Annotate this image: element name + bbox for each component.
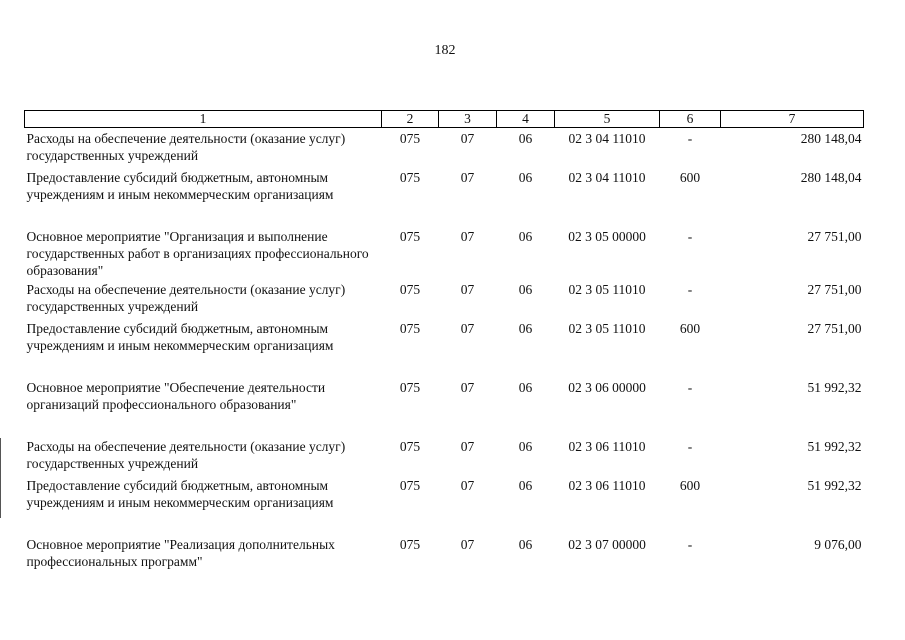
header-col-expense-type: 6 <box>660 111 721 128</box>
cell-description: Основное мероприятие "Обеспечение деятельности организаций профессионального образования" <box>26 380 326 412</box>
cell-ministry: 075 <box>399 170 421 185</box>
cell-section: 07 <box>460 380 475 395</box>
cell-section: 07 <box>460 537 475 552</box>
header-col-amount: 7 <box>721 111 864 128</box>
cell-expense-type: - <box>687 439 693 454</box>
cell-section: 07 <box>460 478 475 493</box>
cell-subsection: 06 <box>518 282 533 297</box>
scan-edge-mark <box>0 438 1 518</box>
table-body <box>25 128 864 577</box>
table-row <box>25 128 864 168</box>
cell-amount: 280 148,04 <box>800 131 862 146</box>
cell-expense-type: - <box>687 282 693 297</box>
cell-description: Расходы на обеспечение деятельности (оказание услуг) государственных учреждений <box>26 131 346 163</box>
header-col-subsection: 4 <box>497 111 555 128</box>
cell-amount: 27 751,00 <box>807 321 862 336</box>
cell-target-article: 02 3 05 00000 <box>568 229 646 244</box>
cell-expense-type: - <box>687 229 693 244</box>
cell-subsection: 06 <box>518 478 533 493</box>
table-row <box>25 279 864 318</box>
cell-amount: 280 148,04 <box>800 170 862 185</box>
table-row <box>25 475 864 534</box>
header-col-ministry: 2 <box>382 111 439 128</box>
table-row <box>25 318 864 377</box>
table-row <box>25 167 864 226</box>
cell-subsection: 06 <box>518 439 533 454</box>
page-number: 182 <box>434 43 456 58</box>
cell-section: 07 <box>460 282 475 297</box>
cell-expense-type: - <box>687 537 693 552</box>
cell-target-article: 02 3 06 11010 <box>568 478 646 493</box>
cell-subsection: 06 <box>518 537 533 552</box>
cell-subsection: 06 <box>518 131 533 146</box>
cell-amount: 27 751,00 <box>807 229 862 244</box>
cell-ministry: 075 <box>399 439 421 454</box>
cell-target-article: 02 3 04 11010 <box>568 131 646 146</box>
cell-description: Предоставление субсидий бюджетным, автономным учреждениям и иным некоммерческим организациям <box>26 478 334 510</box>
cell-target-article: 02 3 06 11010 <box>568 439 646 454</box>
header-col-target-article: 5 <box>555 111 660 128</box>
cell-section: 07 <box>460 131 475 146</box>
cell-amount: 9 076,00 <box>814 537 862 552</box>
cell-ministry: 075 <box>399 537 421 552</box>
table-row <box>25 226 864 279</box>
cell-section: 07 <box>460 439 475 454</box>
cell-ministry: 075 <box>399 282 421 297</box>
cell-amount: 27 751,00 <box>807 282 862 297</box>
cell-ministry: 075 <box>399 321 421 336</box>
cell-expense-type: 600 <box>679 478 701 493</box>
table-row <box>25 436 864 475</box>
cell-target-article: 02 3 06 00000 <box>568 380 646 395</box>
cell-description: Основное мероприятие "Организация и выполнение государственных работ в организациях профессионального образования" <box>26 229 369 278</box>
cell-target-article: 02 3 05 11010 <box>568 282 646 297</box>
cell-section: 07 <box>460 229 475 244</box>
cell-ministry: 075 <box>399 131 421 146</box>
cell-target-article: 02 3 04 11010 <box>568 170 646 185</box>
cell-target-article: 02 3 07 00000 <box>568 537 646 552</box>
cell-description: Предоставление субсидий бюджетным, автономным учреждениям и иным некоммерческим организациям <box>26 321 334 353</box>
cell-expense-type: 600 <box>679 170 701 185</box>
cell-subsection: 06 <box>518 229 533 244</box>
cell-amount: 51 992,32 <box>807 380 862 395</box>
cell-description: Расходы на обеспечение деятельности (оказание услуг) государственных учреждений <box>26 439 346 471</box>
budget-table <box>24 110 864 576</box>
table-row <box>25 377 864 436</box>
cell-ministry: 075 <box>399 478 421 493</box>
cell-ministry: 075 <box>399 229 421 244</box>
cell-section: 07 <box>460 170 475 185</box>
cell-expense-type: - <box>687 380 693 395</box>
cell-expense-type: 600 <box>679 321 701 336</box>
cell-amount: 51 992,32 <box>807 439 862 454</box>
cell-description: Расходы на обеспечение деятельности (оказание услуг) государственных учреждений <box>26 282 346 314</box>
cell-subsection: 06 <box>518 321 533 336</box>
cell-description: Основное мероприятие "Реализация дополнительных профессиональных программ" <box>26 537 335 569</box>
cell-subsection: 06 <box>518 380 533 395</box>
header-col-description: 1 <box>25 111 382 128</box>
cell-expense-type: - <box>687 131 693 146</box>
cell-subsection: 06 <box>518 170 533 185</box>
header-col-section: 3 <box>439 111 497 128</box>
cell-target-article: 02 3 05 11010 <box>568 321 646 336</box>
cell-amount: 51 992,32 <box>807 478 862 493</box>
table-row <box>25 534 864 576</box>
cell-description: Предоставление субсидий бюджетным, автономным учреждениям и иным некоммерческим организациям <box>26 170 334 202</box>
table-header <box>25 111 864 128</box>
cell-section: 07 <box>460 321 475 336</box>
header-row <box>25 111 864 128</box>
cell-ministry: 075 <box>399 380 421 395</box>
